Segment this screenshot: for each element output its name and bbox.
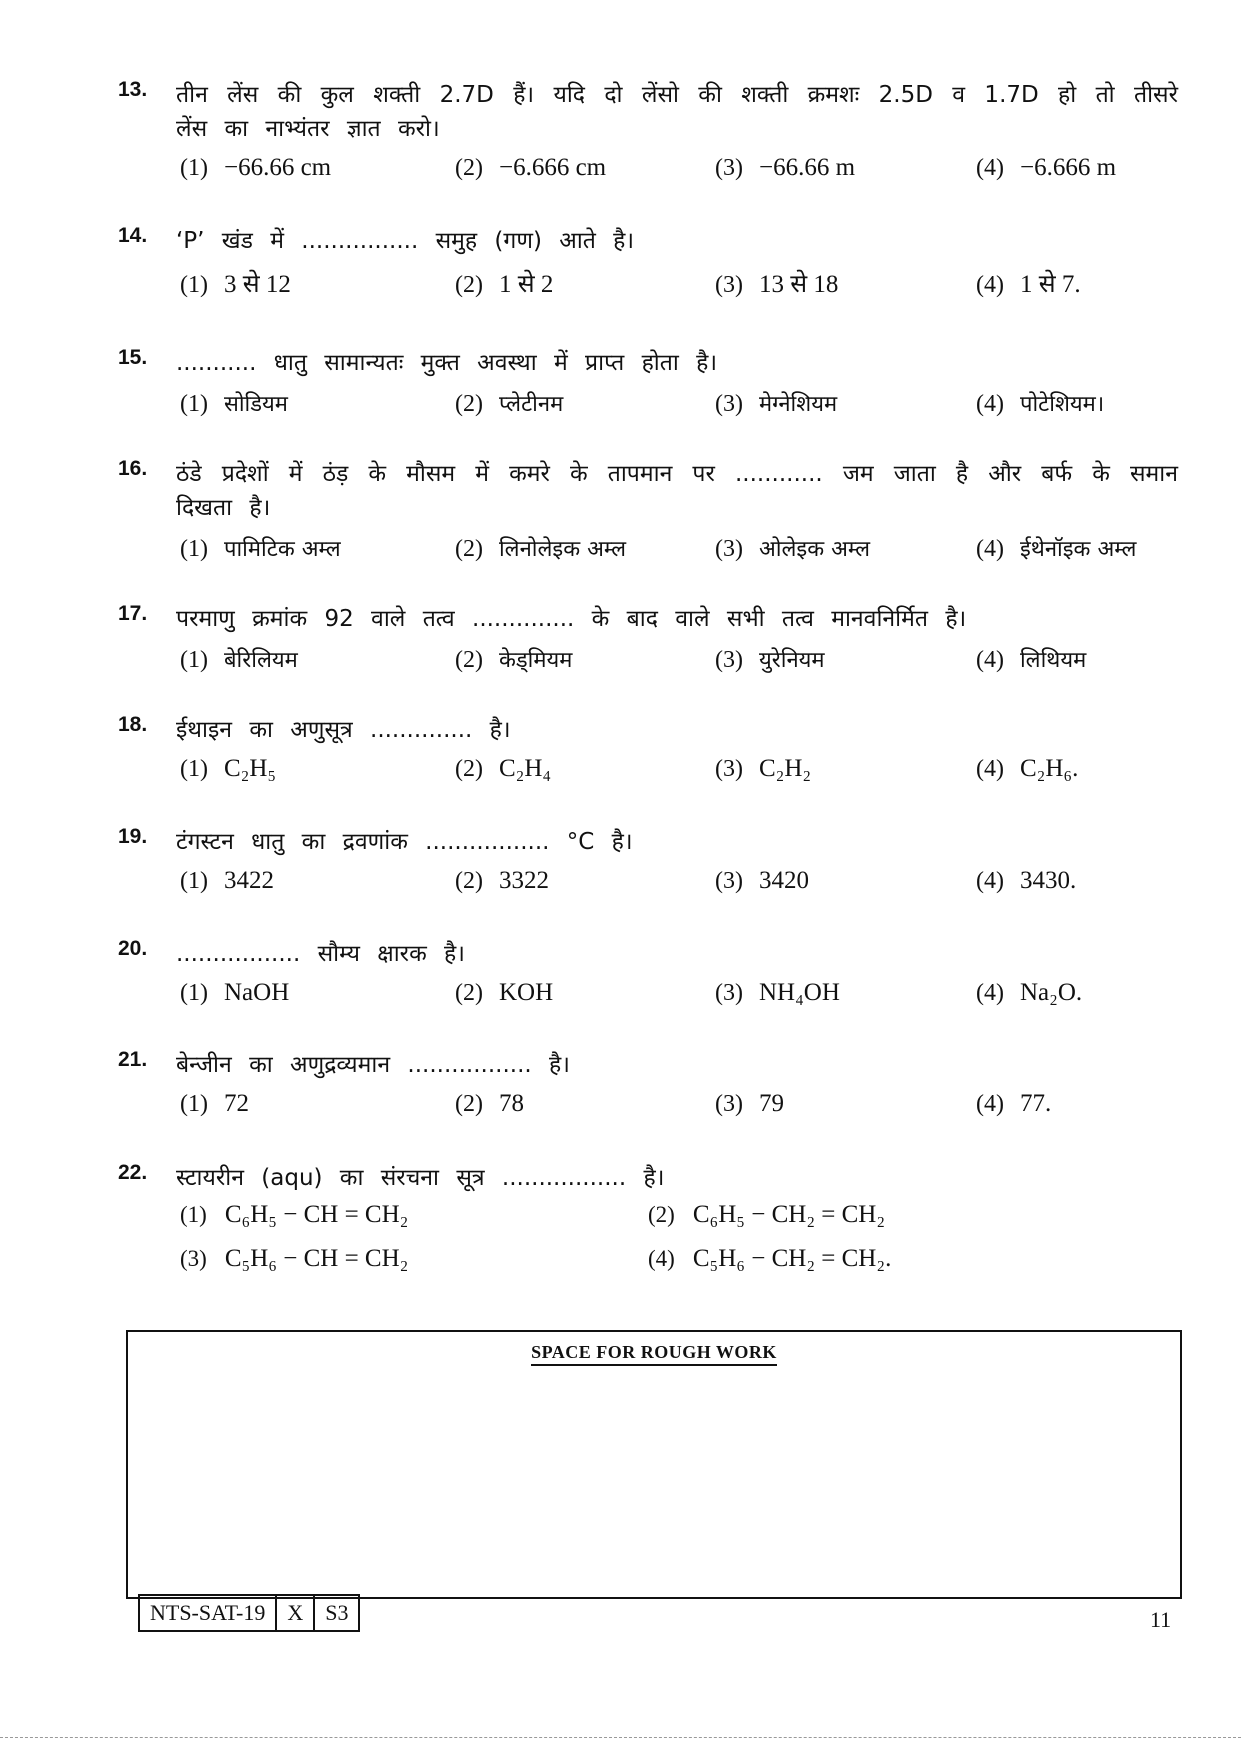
option-1: (1) बेरिलियम — [180, 647, 298, 673]
question-text: टंगस्टन धातु का द्रवणांक ................. °C है। — [176, 829, 633, 855]
option-1: (1) 3 से 12 — [180, 271, 291, 298]
option-3: (3) युरेनियम — [715, 647, 825, 673]
option-4: (4) ईथेनॉइक अम्ल — [976, 536, 1137, 562]
question-number: 18. — [118, 713, 148, 736]
question-15 — [118, 346, 1178, 428]
option-1: (1) 72 — [180, 1090, 249, 1117]
options — [118, 1090, 1178, 1130]
question-text: स्टायरीन (aqu) का संरचना सूत्र ................. है। — [176, 1165, 665, 1191]
option-4: (4) Na₂O. — [976, 979, 1083, 1006]
rough-work-title: SPACE FOR ROUGH WORK — [128, 1342, 1180, 1363]
option-3: (3) C₂H₂ — [715, 755, 812, 782]
question-number: 17. — [118, 602, 148, 625]
option-1: (1) −66.66 cm — [180, 154, 332, 181]
question-13 — [118, 78, 1178, 194]
option-2: (2) प्लेटीनम — [455, 391, 564, 417]
option-2: (2) −6.666 cm — [455, 154, 607, 181]
question-19 — [118, 825, 1178, 907]
question-text: ईथाइन का अणुसूत्र .............. है। — [176, 717, 511, 743]
rough-work-box — [126, 1330, 1182, 1599]
option-4: (4) 3430. — [976, 867, 1077, 894]
question-text: ................. सौम्य क्षारक है। — [176, 941, 465, 967]
option-2: (2) C₂H₄ — [455, 755, 552, 782]
question-22 — [118, 1161, 1178, 1291]
options — [118, 1201, 1178, 1291]
option-3: (3) 3420 — [715, 867, 809, 894]
question-number: 21. — [118, 1048, 148, 1071]
option-3: (3) ओलेइक अम्ल — [715, 536, 871, 562]
question-14 — [118, 224, 1178, 306]
question-text: बेन्जीन का अणुद्रव्यमान ................. है। — [176, 1052, 570, 1078]
options — [118, 979, 1178, 1019]
options — [118, 755, 1178, 795]
option-3: (3) C₅H₆ − CH = CH₂ — [180, 1245, 409, 1272]
question-text: तीन लेंस की कुल शक्ती 2.7D हैं। यदि दो लेंसो की शक्ती क्रमशः 2.5D व 1.7D हो तो तीसरे लेंस का नाभ्यंतर ज्ञात करो। — [176, 82, 1178, 142]
option-2: (2) केड्मियम — [455, 647, 573, 673]
options — [118, 154, 1178, 194]
option-1: (1) सोडियम — [180, 391, 288, 417]
option-4: (4) लिथियम — [976, 647, 1087, 673]
class-code: X — [277, 1596, 315, 1630]
option-2: (2) 78 — [455, 1090, 524, 1117]
option-4: (4) पोटेशियम। — [976, 391, 1105, 417]
option-2: (2) 1 से 2 — [455, 271, 554, 298]
question-number: 19. — [118, 825, 148, 848]
option-3: (3) 79 — [715, 1090, 784, 1117]
option-3: (3) मेग्नेशियम — [715, 391, 838, 417]
options — [118, 644, 1178, 684]
option-2: (2) C₆H₅ − CH₂ = CH₂ — [648, 1201, 886, 1228]
option-4: (4) C₅H₆ − CH₂ = CH₂. — [648, 1245, 892, 1272]
question-number: 15. — [118, 346, 148, 369]
page-number: 11 — [1150, 1607, 1172, 1632]
question-18 — [118, 713, 1178, 795]
option-2: (2) KOH — [455, 979, 554, 1006]
question-20 — [118, 937, 1178, 1019]
question-text: ‘P’ खंड में ................ समुह (गण) आते है। — [176, 228, 635, 254]
question-number: 16. — [118, 457, 148, 480]
option-1: (1) 3422 — [180, 867, 274, 894]
option-4: (4) 1 से 7. — [976, 271, 1081, 298]
option-1: (1) पामिटिक अम्ल — [180, 536, 341, 562]
paper-code: NTS-SAT-19 — [140, 1596, 277, 1630]
option-4: (4) −6.666 m — [976, 154, 1117, 181]
question-number: 22. — [118, 1161, 148, 1184]
option-4: (4) 77. — [976, 1090, 1052, 1117]
option-1: (1) NaOH — [180, 979, 290, 1006]
option-4: (4) C₂H₆. — [976, 755, 1079, 782]
question-number: 13. — [118, 78, 148, 101]
question-17 — [118, 602, 1178, 684]
question-21 — [118, 1048, 1178, 1130]
option-1: (1) C₆H₅ − CH = CH₂ — [180, 1201, 409, 1228]
question-16 — [118, 457, 1178, 573]
option-3: (3) 13 से 18 — [715, 271, 839, 298]
paper-code-box — [138, 1594, 360, 1632]
option-1: (1) C₂H₅ — [180, 755, 277, 782]
options — [118, 867, 1178, 907]
options — [118, 388, 1178, 428]
options — [118, 533, 1178, 573]
question-text: परमाणु क्रमांक 92 वाले तत्व .............. के बाद वाले सभी तत्व मानवनिर्मित है। — [176, 606, 967, 632]
question-text: ठंडे प्रदेशों में ठंड़ के मौसम में कमरे के तापमान पर ............ जम जाता है और बर्फ के समान दिखता है। — [176, 461, 1178, 521]
page-bottom-divider — [0, 1737, 1241, 1738]
option-3: (3) NH₄OH — [715, 979, 840, 1006]
option-3: (3) −66.66 m — [715, 154, 856, 181]
option-2: (2) लिनोलेइक अम्ल — [455, 536, 627, 562]
question-number: 14. — [118, 224, 148, 247]
question-number: 20. — [118, 937, 148, 960]
option-2: (2) 3322 — [455, 867, 549, 894]
options — [118, 266, 1178, 306]
section-code: S3 — [325, 1600, 349, 1625]
question-text: ........... धातु सामान्यतः मुक्त अवस्था में प्राप्त होता है। — [176, 350, 718, 376]
